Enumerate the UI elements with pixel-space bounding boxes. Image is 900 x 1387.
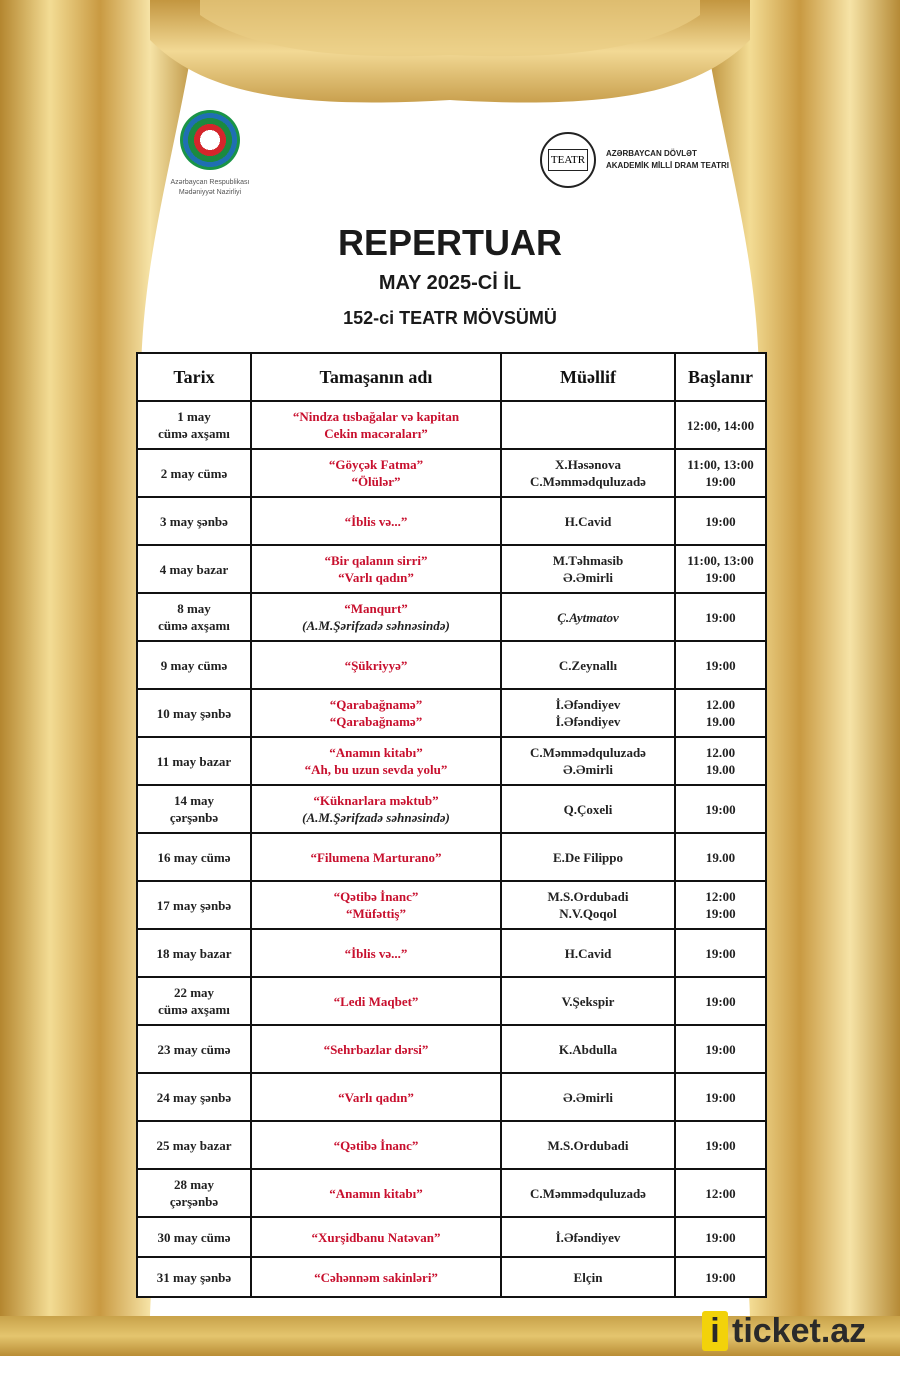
- start-time-cell: [675, 641, 766, 689]
- play-title-cell: [251, 1121, 501, 1169]
- author-cell-line: M.S.Ordubadi: [547, 1137, 629, 1153]
- start-time-cell-line: 11:00, 13:00: [687, 457, 754, 472]
- date-cell: [137, 449, 251, 497]
- date-cell: [137, 833, 251, 881]
- play-title-cell-line: “Qarabağnamə”: [329, 697, 423, 712]
- table-row: [137, 1121, 766, 1169]
- play-title-cell-line: “Qətibə İnanc”: [333, 1137, 419, 1153]
- author-cell: [501, 977, 675, 1025]
- start-time-cell-line: 19.00: [705, 714, 736, 729]
- author-cell-line: K.Abdulla: [558, 1041, 618, 1057]
- ministry-caption-line2: Mədəniyyət Nazirliyi: [178, 189, 242, 196]
- author-cell: [501, 689, 675, 737]
- play-title-cell: [251, 401, 501, 449]
- date-cell: [137, 545, 251, 593]
- play-title-cell: [251, 881, 501, 929]
- date-cell-line: 3 may şənbə: [160, 513, 228, 529]
- date-cell: [137, 785, 251, 833]
- date-cell-line: 4 may bazar: [159, 561, 229, 577]
- table-row: [137, 401, 766, 449]
- author-cell: [501, 1217, 675, 1257]
- play-title-cell-line: “İblis və...”: [344, 945, 408, 961]
- play-title-cell-line: “Ölülər”: [351, 474, 401, 489]
- play-title-cell: [251, 641, 501, 689]
- start-time-cell: [675, 833, 766, 881]
- author-cell: [501, 1257, 675, 1297]
- table-row: [137, 785, 766, 833]
- table-row: [137, 1073, 766, 1121]
- start-time-cell-line: 19.00: [705, 849, 736, 865]
- table-row: [137, 449, 766, 497]
- date-cell-line: 9 may cümə: [160, 657, 228, 673]
- start-time-cell: [675, 1025, 766, 1073]
- start-time-cell-line: 19:00: [705, 1269, 736, 1285]
- start-time-cell-line: 19:00: [705, 1229, 736, 1245]
- play-title-cell-line: “Ah, bu uzun sevda yolu”: [304, 762, 448, 777]
- play-title-cell: [251, 929, 501, 977]
- play-title-cell-line: “Müfəttiş”: [346, 906, 406, 921]
- start-time-cell: [675, 689, 766, 737]
- table-header-row: [137, 353, 766, 401]
- start-time-cell: [675, 1121, 766, 1169]
- start-time-cell-line: 12:00, 14:00: [686, 417, 755, 433]
- author-cell-line: C.Məmmədquluzadə: [530, 1185, 646, 1201]
- author-cell-line: M.S.Ordubadi: [547, 889, 629, 904]
- play-title-cell-line: “Anamın kitabı”: [329, 1185, 423, 1201]
- date-cell-line: 16 may cümə: [157, 849, 231, 865]
- author-cell-line: Ə.Əmirli: [563, 762, 613, 777]
- author-cell-line: H.Cavid: [564, 945, 612, 961]
- iticket-brand-text: ticket.az: [732, 1311, 867, 1350]
- start-time-cell-line: 19:00: [705, 1137, 736, 1153]
- date-cell-line: 25 may bazar: [156, 1137, 232, 1153]
- play-title-cell: [251, 785, 501, 833]
- theatre-name-line2: AKADEMİK MİLLİ DRAM TEATRI: [606, 161, 729, 170]
- iticket-i-mark: i: [702, 1311, 728, 1351]
- play-title-cell-line: “İblis və...”: [344, 513, 408, 529]
- page-title: REPERTUAR: [337, 222, 562, 263]
- date-cell-line: 17 may şənbə: [156, 897, 232, 913]
- table-row: [137, 497, 766, 545]
- author-cell-line: Ə.Əmirli: [563, 1089, 613, 1105]
- author-cell: [501, 929, 675, 977]
- author-cell: [501, 785, 675, 833]
- play-title-cell-line: “Şükriyyə”: [344, 657, 408, 673]
- play-title-cell-line: “Sehrbazlar dərsi”: [323, 1041, 429, 1057]
- play-title-cell: [251, 497, 501, 545]
- date-cell: [137, 1121, 251, 1169]
- date-cell: [137, 929, 251, 977]
- start-time-cell-line: 19:00: [705, 570, 736, 585]
- theatre-name-line1: AZƏRBAYCAN DÖVLƏT: [606, 149, 697, 158]
- start-time-cell: [675, 593, 766, 641]
- date-cell-line: çərşənbə: [169, 810, 219, 825]
- date-cell-line: 2 may cümə: [160, 465, 228, 481]
- start-time-cell-line: 19:00: [705, 513, 736, 529]
- play-title-cell: [251, 1169, 501, 1217]
- start-time-cell-line: 19:00: [705, 1041, 736, 1057]
- play-title-cell: [251, 1217, 501, 1257]
- date-cell: [137, 1257, 251, 1297]
- date-cell: [137, 881, 251, 929]
- table-row: [137, 545, 766, 593]
- author-cell-line: İ.Əfəndiyev: [555, 1229, 621, 1245]
- date-cell-line: 31 may şənbə: [156, 1269, 232, 1285]
- author-cell-line: Elçin: [573, 1269, 603, 1285]
- author-cell-line: N.V.Qoqol: [559, 906, 617, 921]
- date-cell-line: 24 may şənbə: [156, 1089, 232, 1105]
- ministry-logo: [150, 110, 270, 198]
- author-cell: [501, 1121, 675, 1169]
- table-row: [137, 1025, 766, 1073]
- play-title-cell: [251, 689, 501, 737]
- date-cell-line: cümə axşamı: [158, 426, 230, 441]
- play-title-cell: [251, 545, 501, 593]
- header-date: Tarix: [137, 353, 251, 401]
- start-time-cell: [675, 1169, 766, 1217]
- start-time-cell: [675, 977, 766, 1025]
- play-title-cell-line: “Nindza tısbağalar və kapitan: [292, 409, 460, 424]
- play-title-cell: [251, 737, 501, 785]
- play-title-cell: [251, 977, 501, 1025]
- date-cell-line: çərşənbə: [169, 1194, 219, 1209]
- table-row: [137, 1257, 766, 1297]
- play-title-cell-line: “Qarabağnamə”: [329, 714, 423, 729]
- author-cell-line: E.De Filippo: [552, 849, 624, 865]
- start-time-cell-line: 19:00: [705, 906, 736, 921]
- play-title-cell-line: “Ledi Maqbet”: [333, 993, 419, 1009]
- date-cell: [137, 401, 251, 449]
- play-title-cell-line: “Qətibə İnanc”: [333, 889, 419, 904]
- author-cell: [501, 593, 675, 641]
- author-cell-line: H.Cavid: [564, 513, 612, 529]
- date-cell-line: 11 may bazar: [156, 753, 232, 769]
- date-cell-line: cümə axşamı: [158, 1002, 230, 1017]
- author-cell-line: Q.Çoxeli: [563, 801, 613, 817]
- play-title-cell-line: “Varlı qadın”: [338, 1089, 414, 1105]
- author-cell-line: C.Məmmədquluzadə: [530, 474, 646, 489]
- azerbaijan-emblem-icon: [180, 110, 240, 170]
- author-cell-line: Ə.Əmirli: [563, 570, 613, 585]
- start-time-cell-line: 11:00, 13:00: [687, 553, 754, 568]
- author-cell-line: İ.Əfəndiyev: [555, 714, 621, 729]
- play-title-cell-line: “Küknarlara məktub”: [313, 793, 439, 808]
- start-time-cell: [675, 401, 766, 449]
- date-cell: [137, 1073, 251, 1121]
- start-time-cell: [675, 785, 766, 833]
- play-title-cell-line: “Xurşidbanu Natəvan”: [311, 1229, 441, 1245]
- author-cell-line: C.Zeynallı: [558, 657, 618, 673]
- start-time-cell-line: 19:00: [705, 993, 736, 1009]
- season-subtitle: 152-ci TEATR MÖVSÜMÜ: [343, 308, 557, 328]
- date-cell-line: 1 may: [177, 409, 211, 424]
- start-time-cell: [675, 929, 766, 977]
- author-cell-line: İ.Əfəndiyev: [555, 697, 621, 712]
- iticket-logo: [702, 1311, 866, 1351]
- author-cell-line: Ç.Aytmatov: [557, 609, 619, 625]
- author-cell-line: C.Məmmədquluzadə: [530, 745, 646, 760]
- header-play: Tamaşanın adı: [251, 353, 501, 401]
- start-time-cell: [675, 1257, 766, 1297]
- play-title-cell: [251, 1025, 501, 1073]
- author-cell: [501, 833, 675, 881]
- date-cell-line: 8 may: [177, 601, 211, 616]
- date-cell: [137, 689, 251, 737]
- author-cell: [501, 737, 675, 785]
- start-time-cell-line: 12.00: [705, 745, 736, 760]
- author-cell: [501, 497, 675, 545]
- table-row: [137, 1217, 766, 1257]
- table-body: [137, 401, 766, 1297]
- play-title-cell-line: “Cəhənnəm sakinləri”: [314, 1269, 438, 1285]
- start-time-cell-line: 12.00: [705, 697, 736, 712]
- date-cell: [137, 1169, 251, 1217]
- author-cell-line: M.Təhmasib: [552, 553, 624, 568]
- date-cell: [137, 497, 251, 545]
- play-title-cell-line: “Filumena Marturano”: [310, 849, 442, 865]
- ministry-caption-line1: Azərbaycan Respublikası: [170, 179, 250, 186]
- venue-note: (A.M.Şərifzadə səhnəsində): [302, 810, 450, 825]
- play-title-cell-line: “Varlı qadın”: [338, 570, 414, 585]
- play-title-cell-line: “Göyçək Fatma”: [328, 457, 424, 472]
- author-cell-line: V.Şekspir: [561, 993, 615, 1009]
- author-cell: [501, 1025, 675, 1073]
- month-subtitle: MAY 2025-Cİ İL: [378, 272, 522, 294]
- table-row: [137, 833, 766, 881]
- table-row: [137, 593, 766, 641]
- play-title-cell-line: “Bir qalanın sirri”: [324, 553, 428, 568]
- start-time-cell: [675, 545, 766, 593]
- start-time-cell-line: 12:00: [705, 1185, 736, 1201]
- date-cell-line: 30 may cümə: [157, 1229, 231, 1245]
- start-time-cell: [675, 737, 766, 785]
- date-cell: [137, 1217, 251, 1257]
- date-cell: [137, 737, 251, 785]
- start-time-cell-line: 12:00: [705, 889, 736, 904]
- venue-note: (A.M.Şərifzadə səhnəsində): [302, 618, 450, 633]
- table-row: [137, 929, 766, 977]
- author-cell: [501, 449, 675, 497]
- start-time-cell-line: 19:00: [705, 657, 736, 673]
- play-title-cell: [251, 593, 501, 641]
- table-row: [137, 689, 766, 737]
- table-row: [137, 977, 766, 1025]
- start-time-cell-line: 19.00: [705, 762, 736, 777]
- date-cell: [137, 641, 251, 689]
- theatre-seal-icon: [540, 132, 596, 188]
- author-cell: [501, 545, 675, 593]
- table-row: [137, 737, 766, 785]
- play-title-cell: [251, 1073, 501, 1121]
- author-cell: [501, 401, 675, 449]
- start-time-cell-line: 19:00: [705, 801, 736, 817]
- start-time-cell: [675, 1217, 766, 1257]
- start-time-cell: [675, 881, 766, 929]
- date-cell-line: 22 may: [173, 985, 215, 1000]
- date-cell-line: 14 may: [173, 793, 215, 808]
- play-title-cell-line: Cekin macəraları”: [324, 426, 428, 441]
- table-row: [137, 881, 766, 929]
- start-time-cell: [675, 1073, 766, 1121]
- author-cell: [501, 641, 675, 689]
- repertoire-table: [136, 352, 767, 1298]
- play-title-cell: [251, 833, 501, 881]
- start-time-cell: [675, 449, 766, 497]
- author-cell-line: X.Həsənova: [554, 457, 622, 472]
- header-time: Başlanır: [675, 353, 766, 401]
- header-author: Müəllif: [501, 353, 675, 401]
- date-cell: [137, 593, 251, 641]
- author-cell: [501, 1169, 675, 1217]
- start-time-cell: [675, 497, 766, 545]
- author-cell: [501, 1073, 675, 1121]
- start-time-cell-line: 19:00: [705, 474, 736, 489]
- date-cell-line: 18 may bazar: [156, 945, 232, 961]
- play-title-cell-line: “Anamın kitabı”: [329, 745, 423, 760]
- start-time-cell-line: 19:00: [705, 609, 736, 625]
- date-cell: [137, 1025, 251, 1073]
- theatre-seal-text: TEATR: [548, 149, 588, 171]
- date-cell-line: 10 may şənbə: [156, 705, 232, 721]
- author-cell: [501, 881, 675, 929]
- play-title-cell: [251, 1257, 501, 1297]
- play-title-cell: [251, 449, 501, 497]
- date-cell: [137, 977, 251, 1025]
- table-row: [137, 1169, 766, 1217]
- start-time-cell-line: 19:00: [705, 1089, 736, 1105]
- play-title-cell-line: “Manqurt”: [344, 601, 408, 616]
- date-cell-line: cümə axşamı: [158, 618, 230, 633]
- date-cell-line: 23 may cümə: [157, 1041, 231, 1057]
- date-cell-line: 28 may: [173, 1177, 215, 1192]
- theatre-logo: [540, 132, 729, 188]
- table-row: [137, 641, 766, 689]
- start-time-cell-line: 19:00: [705, 945, 736, 961]
